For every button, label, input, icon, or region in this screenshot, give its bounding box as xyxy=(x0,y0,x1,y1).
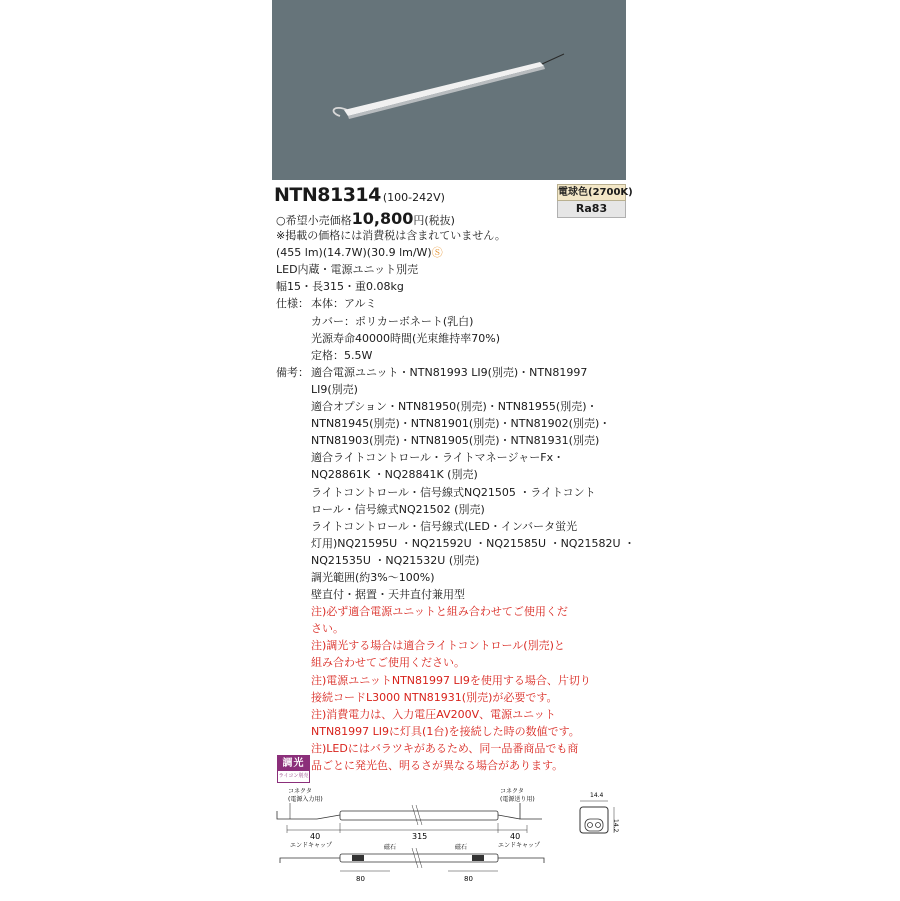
connector-right-sub: (電源送り用) xyxy=(500,796,535,803)
remark-item: 調光範囲(約3%～100%) xyxy=(311,570,435,584)
dimming-sub: ライコン別売 xyxy=(278,773,309,779)
remark-item: 適合オプション・NTN81950(別売)・NTN81955(別売)・ xyxy=(311,400,598,414)
light-bar-illustration xyxy=(272,0,626,180)
dim-height-text: 14.2 xyxy=(612,819,619,833)
product-header xyxy=(274,184,445,206)
remark-item: ライトコントロール・信号線式NQ21505 ・ライトコント xyxy=(311,485,596,499)
magnet-right xyxy=(472,855,484,861)
connector-left-label: コネクタ xyxy=(288,788,312,795)
magnet-left-label: 磁石 xyxy=(384,844,397,851)
magnet-left xyxy=(352,855,364,861)
spec-item: 本体：アルミ xyxy=(311,297,377,311)
eco-icon: Ⓢ xyxy=(431,246,443,260)
caution-note: 注)電源ユニットNTN81997 LI9を使用する場合、片切り xyxy=(311,673,591,687)
remark-item: 壁直付・据置・天井直付兼用型 xyxy=(311,588,465,602)
caution-note: 注)LEDにはバラツキがあるため、同一品番商品でも商 xyxy=(311,741,579,755)
connector-left-sub: (電源入力用) xyxy=(288,796,323,803)
caution-note: 注)消費電力は、入力電圧AV200V、電源ユニット xyxy=(311,707,556,721)
performance: (455 lm)(14.7W)(30.9 lm/W) xyxy=(276,246,432,260)
price-prefix: ○希望小売価格 xyxy=(276,214,352,227)
performance-line xyxy=(276,244,626,261)
cord-left xyxy=(277,811,317,819)
spec-text xyxy=(276,209,636,774)
remark-item: NQ21535U ・NQ21532U (別売) xyxy=(311,553,480,567)
caution-note: 注)必ず適合電源ユニットと組み合わせてご使用くだ xyxy=(311,605,568,619)
spec-item: 光源寿命40000時間(光束維持率70%) xyxy=(311,331,501,345)
endcap-left-label: エンドキャップ xyxy=(290,842,333,849)
caution-note: 組み合わせてご使用ください。 xyxy=(311,656,465,670)
caution-note: 品ごとに発光色、明るさが異なる場合があります。 xyxy=(311,759,564,772)
endcap-right-label: エンドキャップ xyxy=(498,842,541,849)
voltage: (100-242V) xyxy=(382,191,445,204)
product-photo xyxy=(272,0,626,180)
color-temp-badge: 電球色(2700K) xyxy=(557,184,626,201)
caution-note: さい。 xyxy=(311,622,344,636)
cord-right xyxy=(520,803,542,819)
dimming-title: 調光 xyxy=(278,756,309,771)
dim-left-text: 40 xyxy=(310,832,321,841)
drawing-svg xyxy=(272,785,626,897)
remark-item: 適合ライトコントロール・ライトマネージャーFx・ xyxy=(311,451,565,465)
spec-label: 仕様： xyxy=(276,297,309,311)
remark-item: ロール・信号線式NQ21502 (別売) xyxy=(311,502,485,516)
remarks-line xyxy=(276,364,626,381)
model-number: NTN81314 xyxy=(274,184,381,206)
tax-note: ※掲載の価格には消費税は含まれていません。 xyxy=(276,229,506,243)
remark-item: LI9(別売) xyxy=(311,382,358,396)
caution-note: NTN81997 LI9に灯具(1台)を接続した時の数値です。 xyxy=(311,724,580,738)
spec-line xyxy=(276,295,626,312)
remark-item: NTN81903(別売)・NTN81905(別売)・NTN81931(別売) xyxy=(311,434,600,448)
remark-item: NQ28861K ・NQ28841K (別売) xyxy=(311,468,478,482)
magnet-right-label: 磁石 xyxy=(455,844,468,851)
spec-item: カバー：ポリカーボネート(乳白) xyxy=(311,314,474,328)
remark-item: 適合電源ユニット・NTN81993 LI9(別売)・NTN81997 xyxy=(311,365,588,379)
size-line: 幅15・長315・重0.08kg xyxy=(276,280,404,294)
price-amount: 10,800 xyxy=(351,209,414,228)
remark-item: NTN81945(別売)・NTN81901(別売)・NTN81902(別売)・ xyxy=(311,417,611,431)
led-line: LED内蔵・電源ユニット別売 xyxy=(276,263,419,277)
price-suffix: 円(税抜) xyxy=(413,214,455,227)
remark-item: 灯用)NQ21595U ・NQ21592U ・NQ21585U ・NQ21582U ・ xyxy=(311,536,636,550)
caution-note: 注)調光する場合は適合ライトコントロール(別売)と xyxy=(311,639,565,653)
dim-right-text: 40 xyxy=(510,832,521,841)
dim-width-text: 14.4 xyxy=(590,792,604,799)
dim-center-text: 315 xyxy=(412,832,428,841)
remark-item: ライトコントロール・信号線式(LED・インバータ蛍光 xyxy=(311,519,578,533)
dimension-drawing xyxy=(272,785,626,901)
remarks-label: 備考： xyxy=(276,365,309,379)
spec-item: 定格：5.5W xyxy=(311,348,373,362)
connector-right-label: コネクタ xyxy=(500,788,524,795)
price-line xyxy=(276,210,626,227)
ra-badge: Ra83 xyxy=(557,201,626,218)
dimming-badge xyxy=(277,755,310,783)
dim-80-left-text: 80 xyxy=(356,875,365,883)
cord-bottom-right xyxy=(498,858,544,863)
dim-80-right-text: 80 xyxy=(464,875,473,883)
cord-bottom-left xyxy=(280,858,340,863)
caution-note: 接続コードL3000 NTN81931(別売)が必要です。 xyxy=(311,690,558,704)
